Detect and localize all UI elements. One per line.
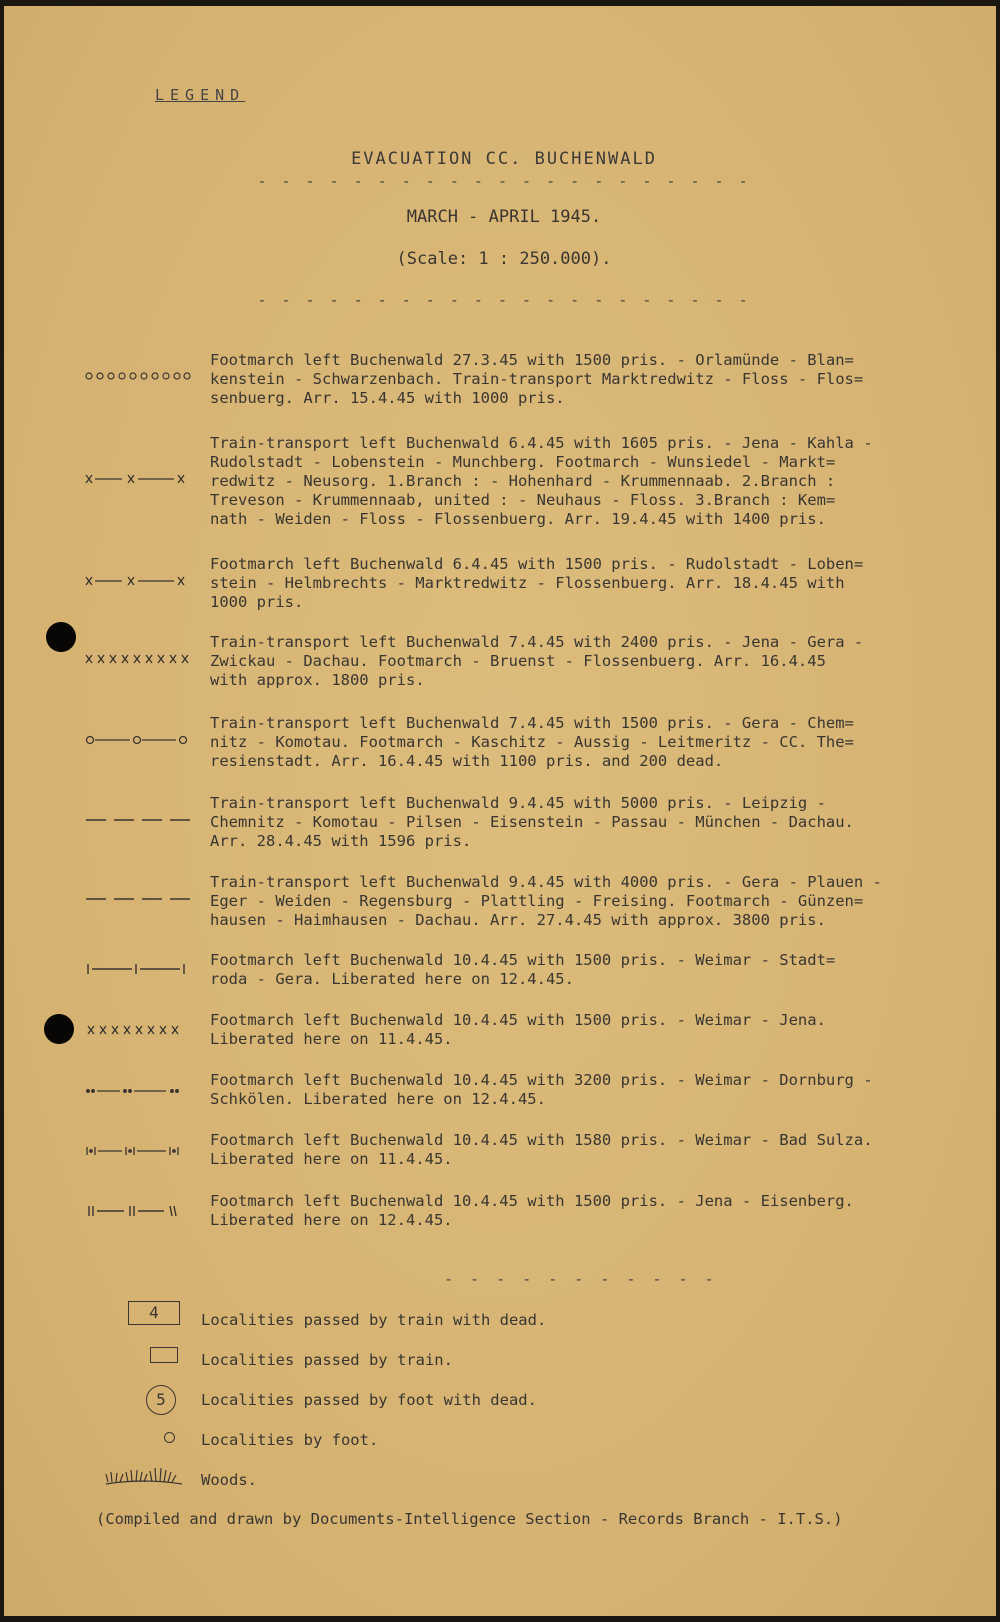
route-entry-4: Train-transport left Buchenwald 7.4.45 with 2400 pris. - Jena - Gera - Zwickau - Dachau. Footmarch - Bruenst - Flossenbuerg. Arr. 16.4.45 with approx. 1800 pris. [210,633,864,689]
woods-icon [104,1462,186,1488]
route-symbol-x-dash [84,472,192,486]
route-entry-6: Train-transport left Buchenwald 9.4.45 with 5000 pris. - Leipzig - Chemnitz - Komotau - Pilsen - Eisenstein - Passau - München - Dachau. Arr. 28.4.45 with 1596 pris. [210,794,854,850]
route-symbol-dot-dash [84,1084,192,1098]
route-entry-2: Train-transport left Buchenwald 6.4.45 with 1605 pris. - Jena - Kahla - Rudolstadt - Lobenstein - Munchberg. Footmarch - Wunsiedel - Markt= redwitz - Neusorg. 1.Branch : - Hohenhard - Krummennaab. 2.Branch : Treveson - Krummennaab, united : - Neuhaus - Floss. 3.Branch : Kem= nath - Weiden - Floss - Flossenbuerg. Arr. 19.4.45 with 1400 pris. [210,434,873,528]
route-symbol-long-dash [84,813,192,827]
date-range: MARCH - APRIL 1945. [406,207,602,227]
key-train-with-dead: Localities passed by train with dead. [201,1311,547,1329]
route-entry-11: Footmarch left Buchenwald 10.4.45 with 1580 pris. - Weimar - Bad Sulza. Liberated here on 11.4.45. [210,1131,873,1168]
ink-blot [46,622,76,652]
key-woods: Woods. [201,1471,257,1489]
route-entry-10: Footmarch left Buchenwald 10.4.45 with 3200 pris. - Weimar - Dornburg - Schkölen. Liberated here on 12.4.45. [210,1071,873,1108]
route-entry-3: Footmarch left Buchenwald 6.4.45 with 1500 pris. - Rudolstadt - Loben= stein - Helmbrechts - Marktredwitz - Flossenbuerg. Arr. 18.4.45 with 1000 pris. [210,555,864,611]
key-foot: Localities by foot. [201,1431,379,1449]
route-symbol-tick-dash [84,962,192,976]
legend-heading: LEGEND [155,86,246,104]
document-title: EVACUATION CC. BUCHENWALD [351,149,657,169]
route-symbol-x-dash [84,574,192,588]
route-symbol-circle-chain [84,369,192,383]
route-entry-12: Footmarch left Buchenwald 10.4.45 with 1500 pris. - Jena - Eisenberg. Liberated here on 12.4.45. [210,1192,854,1229]
route-entry-1: Footmarch left Buchenwald 27.3.45 with 1500 pris. - Orlamünde - Blan= kenstein - Schwarzenbach. Train-transport Marktredwitz - Floss - Flos= senbuerg. Arr. 15.4.45 with 1000 pris. [210,351,864,407]
route-symbol-x-chain [86,1023,194,1037]
foot-dead-circle-icon: 5 [146,1385,176,1415]
map-scale: (Scale: 1 : 250.000). [396,249,612,269]
train-dead-box-icon: 4 [128,1301,180,1325]
route-symbol-long-dash [84,892,192,906]
header-separator: - - - - - - - - - - - - - - - - - - - - - [257,291,751,309]
key-separator: - - - - - - - - - - - [444,1270,718,1288]
document-sheet [4,6,996,1616]
key-foot-with-dead: Localities passed by foot with dead. [201,1391,537,1409]
foot-circle-icon [164,1432,175,1443]
route-entry-7: Train-transport left Buchenwald 9.4.45 with 4000 pris. - Gera - Plauen - Eger - Weiden - Regensburg - Plattling - Freising. Footmarch - Günzen= hausen - Haimhausen - Dachau. Arr. 27.4.45 with approx. 3800 pris. [210,873,882,929]
route-entry-8: Footmarch left Buchenwald 10.4.45 with 1500 pris. - Weimar - Stadt= roda - Gera. Liberated here on 12.4.45. [210,951,836,988]
compiled-by-footer: (Compiled and drawn by Documents-Intelligence Section - Records Branch - I.T.S.) [96,1510,843,1528]
train-box-icon [150,1347,178,1363]
key-train: Localities passed by train. [201,1351,453,1369]
route-symbol-circle-dash [84,733,192,747]
title-underline: - - - - - - - - - - - - - - - - - - - - - [257,172,751,190]
route-symbol-x-chain [84,652,192,666]
route-symbol-double-tick-dash [84,1204,192,1218]
route-entry-5: Train-transport left Buchenwald 7.4.45 with 1500 pris. - Gera - Chem= nitz - Komotau. Footmarch - Kaschitz - Aussig - Leitmeritz - CC. The= resienstadt. Arr. 16.4.45 with 1100 pris. and 200 dead. [210,714,854,770]
route-entry-9: Footmarch left Buchenwald 10.4.45 with 1500 pris. - Weimar - Jena. Liberated here on 11.4.45. [210,1011,826,1048]
route-symbol-tickdot-dash [84,1144,192,1158]
ink-blot [44,1014,74,1044]
